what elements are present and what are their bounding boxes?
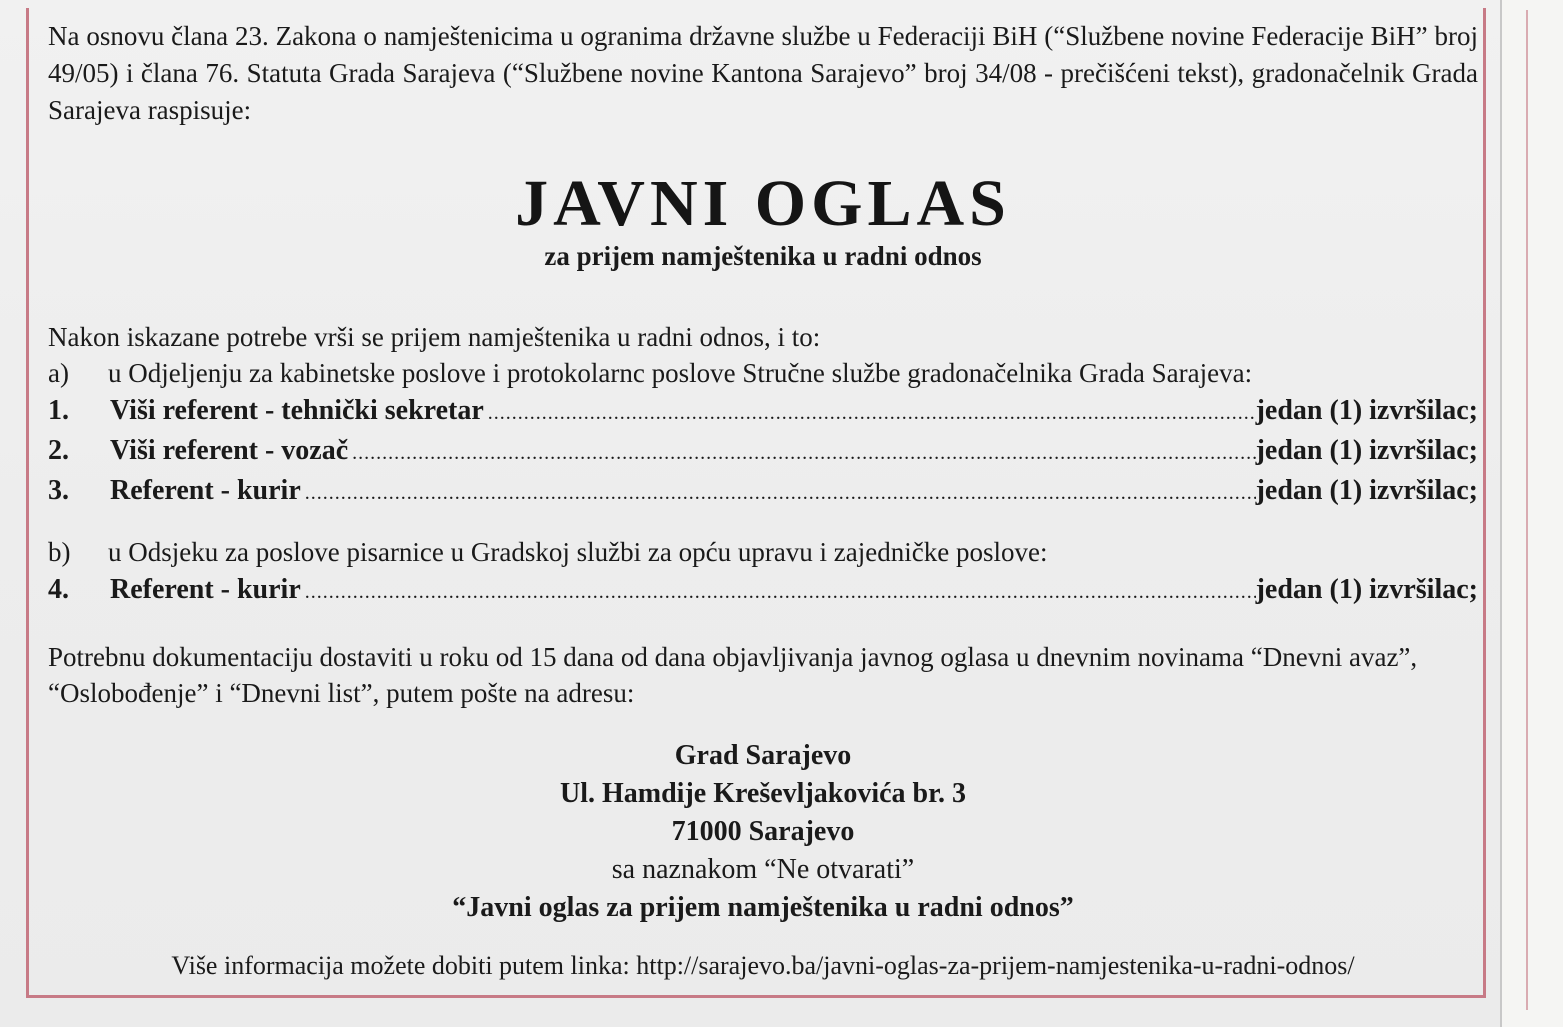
leader-dots [488,394,1256,432]
mailing-address [48,737,1478,927]
section-a [48,355,1478,392]
position-count: jedan (1) izvršilac; [1255,475,1478,506]
ad-title: JAVNI OGLAS [515,167,1011,240]
more-info-line [48,949,1478,983]
address-note: sa naznakom “Ne otvarati” [611,854,915,885]
position-title: Viši referent - vozač [110,435,349,466]
position-row [48,432,1478,472]
section-text: u Odsjeku za poslove pisarnice u Gradskoj službi za opću upravu i zajedničke poslove: [108,537,1048,567]
position-count: jedan (1) izvršilac; [1255,395,1478,426]
section-text: u Odjeljenju za kabinetske poslove i protokolarnc poslove Stručne službe gradonačelnika Grada Sarajeva: [108,358,1253,388]
section-letter: a) [48,358,69,388]
position-title: Referent - kurir [110,475,301,506]
position-count: jedan (1) izvršilac; [1255,435,1478,466]
documents-paragraph: Potrebnu dokumentaciju dostaviti u roku od 15 dana od dana objavljivanja javnog oglasa u dnevnim novinama “Dnevni avaz”, “Oslobođenje” i “Dnevni list”, putem pošte na adresu: [48,642,1418,708]
section-letter: b) [48,537,71,567]
adjacent-column-edge [1500,0,1563,1027]
section-b [48,534,1478,571]
more-info-label: Više informacija možete dobiti putem linka: [171,951,630,980]
leader-dots [352,434,1255,472]
position-number: 1. [48,395,69,426]
info-link[interactable]: http://sarajevo.ba/javni-oglas-za-prijem-namjestenika-u-radni-odnos/ [636,951,1355,980]
need-intro: Nakon iskazane potrebe vrši se prijem namještenika u radni odnos, i to: [48,322,821,352]
address-street: Ul. Hamdije Kreševljakovića br. 3 [560,778,966,809]
leader-dots [305,573,1256,611]
leader-dots [305,474,1256,512]
position-number: 2. [48,435,69,466]
ad-subtitle: za prijem namještenika u radni odnos [544,241,982,271]
position-number: 3. [48,475,69,506]
position-title: Viši referent - tehnički sekretar [110,395,484,426]
position-row [48,392,1478,432]
address-city: 71000 Sarajevo [671,816,855,847]
position-row [48,571,1478,611]
address-name: Grad Sarajevo [674,740,852,771]
position-row [48,472,1478,512]
ad-content [48,18,1478,983]
adjacent-border-line [1526,10,1528,1010]
position-number: 4. [48,574,69,605]
intro-paragraph: Na osnovu člana 23. Zakona o namještenicima u ogranima državne službe u Federaciji BiH (“Službene novine Federacije BiH” broj 49/05) i člana 76. Statuta Grada Sarajeva (“Službene novine Kantona Sarajevo” broj 34/08 - prečišćeni tekst), gradonačelnik Grada Sarajeva raspisuje: [48,21,1478,125]
position-title: Referent - kurir [110,574,301,605]
position-count: jedan (1) izvršilac; [1255,574,1478,605]
address-subject: “Javni oglas za prijem namještenika u radni odnos” [452,892,1074,923]
